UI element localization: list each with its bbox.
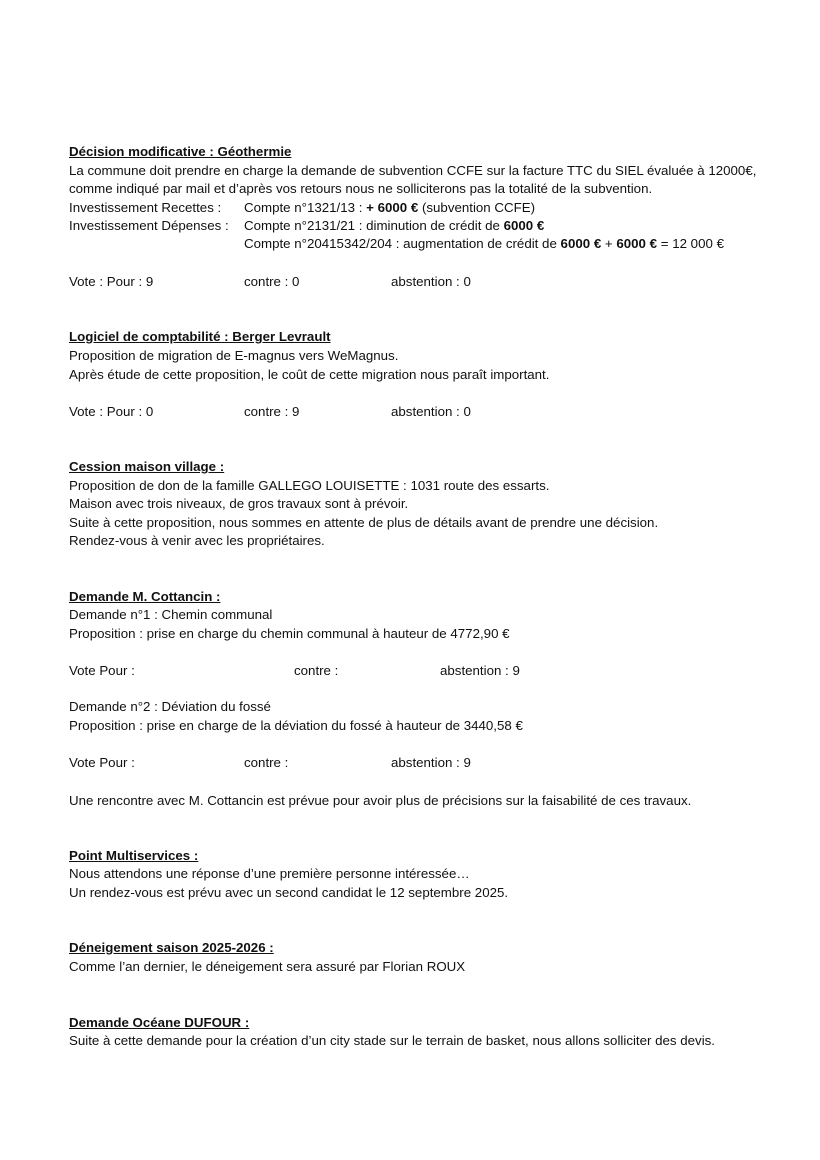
compte-text: Compte n°20415342/204 : augmentation de crédit de: [244, 236, 561, 251]
note-text: (subvention CCFE): [418, 200, 536, 215]
proposition-1: Proposition : prise en charge du chemin communal à hauteur de 4772,90 €: [69, 626, 510, 641]
section-title-logiciel: Logiciel de comptabilité : Berger Levrault: [69, 329, 331, 344]
paragraph: comme indiqué par mail et d’après vos retours nous ne solliciterons pas la totalité de la subvention.: [69, 181, 653, 196]
vote-contre: contre : 9: [244, 404, 300, 419]
recettes-label: Investissement Recettes :: [69, 200, 222, 215]
paragraph: Rendez-vous à venir avec les propriétaires.: [69, 533, 325, 548]
paragraph: Après étude de cette proposition, le coût de cette migration nous paraît important.: [69, 367, 550, 382]
vote-abstention: abstention : 0: [391, 404, 471, 419]
vote-contre: contre :: [244, 755, 289, 770]
amount: 6000 €: [616, 236, 658, 251]
demande-2: Demande n°2 : Déviation du fossé: [69, 699, 271, 714]
depenses-label: Investissement Dépenses :: [69, 218, 229, 233]
paragraph: Suite à cette proposition, nous sommes en attente de plus de détails avant de prendre une décision.: [69, 515, 659, 530]
vote-pour: Vote : Pour : 9: [69, 274, 154, 289]
paragraph: Proposition de migration de E-magnus vers WeMagnus.: [69, 348, 399, 363]
paragraph: Proposition de don de la famille GALLEGO LOUISETTE : 1031 route des essarts.: [69, 478, 550, 493]
paragraph: Une rencontre avec M. Cottancin est prévue pour avoir plus de précisions sur la faisabilité de ces travaux.: [69, 793, 692, 808]
depenses-line-2: [244, 235, 724, 253]
amount: 6000 €: [503, 218, 545, 233]
vote-pour: Vote : Pour : 0: [69, 404, 154, 419]
paragraph: Maison avec trois niveaux, de gros travaux sont à prévoir.: [69, 496, 409, 511]
vote-pour: Vote Pour :: [69, 663, 135, 678]
paragraph: Comme l’an dernier, le déneigement sera assuré par Florian ROUX: [69, 959, 466, 974]
paragraph: Suite à cette demande pour la création d’un city stade sur le terrain de basket, nous allons solliciter des devis.: [69, 1033, 715, 1048]
vote-abstention: abstention : 9: [440, 663, 520, 678]
amount: 6000 €: [560, 236, 602, 251]
vote-contre: contre : 0: [244, 274, 300, 289]
depenses-line-1: [244, 217, 544, 235]
paragraph: La commune doit prendre en charge la demande de subvention CCFE sur la facture TTC du SIEL évaluée à 12000€,: [69, 163, 757, 178]
section-title-multiservices: Point Multiservices :: [69, 848, 199, 863]
amount: + 6000 €: [366, 200, 419, 215]
plus-text: +: [601, 236, 617, 251]
section-title-geothermie: Décision modificative : Géothermie: [69, 144, 292, 159]
proposition-2: Proposition : prise en charge de la déviation du fossé à hauteur de 3440,58 €: [69, 718, 523, 733]
vote-pour: Vote Pour :: [69, 755, 135, 770]
demande-1: Demande n°1 : Chemin communal: [69, 607, 273, 622]
total-text: = 12 000 €: [657, 236, 724, 251]
vote-abstention: abstention : 0: [391, 274, 471, 289]
section-title-cession: Cession maison village :: [69, 459, 225, 474]
recettes-line: [244, 199, 535, 217]
section-title-dufour: Demande Océane DUFOUR :: [69, 1015, 250, 1030]
compte-text: Compte n°2131/21 : diminution de crédit de: [244, 218, 504, 233]
paragraph: Un rendez-vous est prévu avec un second candidat le 12 septembre 2025.: [69, 885, 509, 900]
section-title-cottancin: Demande M. Cottancin :: [69, 589, 221, 604]
vote-abstention: abstention : 9: [391, 755, 471, 770]
paragraph: Nous attendons une réponse d’une première personne intéressée…: [69, 866, 470, 881]
compte-text: Compte n°1321/13 :: [244, 200, 367, 215]
vote-contre: contre :: [294, 663, 339, 678]
section-title-deneigement: Déneigement saison 2025-2026 :: [69, 940, 274, 955]
